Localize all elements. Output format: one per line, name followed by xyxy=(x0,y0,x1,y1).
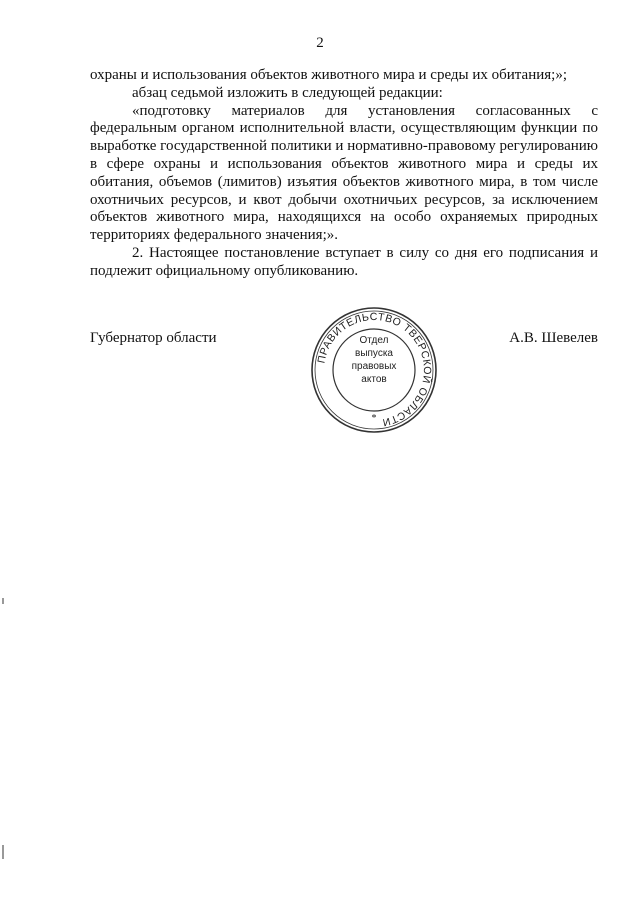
paragraph-4: 2. Настоящее постановление вступает в силу со дня его подписания и подлежит официальному опубликованию. xyxy=(90,244,598,279)
page-number: 2 xyxy=(316,35,324,51)
seal-star: * xyxy=(371,413,377,424)
paragraph-1: охраны и использования объектов животного мира и среды их обитания;»; xyxy=(90,67,567,83)
scan-edge-mark xyxy=(2,845,4,859)
document-body xyxy=(90,67,598,281)
signatory-name: А.В. Шевелев xyxy=(509,330,598,346)
signatory-position: Губернатор области xyxy=(90,330,217,346)
seal-line: Отдел xyxy=(359,335,389,346)
seal-line: правовых xyxy=(351,361,397,372)
seal-line: выпуска xyxy=(355,348,393,359)
seal-center-text xyxy=(342,334,406,406)
paragraph-3: «подготовку материалов для установления согласованных с федеральным органом исполнительной власти, осуществляющим функции по выработке государственной политики и нормативно-правовому регулированию в сфере охраны и использования объектов животного мира и среды их обитания, объемов (лимитов) изъятия объектов животного мира, в том числе охотничьих ресурсов, и квот добычи охотничьих ресурсов, за исключением объектов животного мира, находящихся на особо охраняемых природных территориях федерального значения;». xyxy=(90,102,598,244)
scan-edge-mark xyxy=(2,598,4,604)
paragraph-2: абзац седьмой изложить в следующей редакции: xyxy=(132,84,443,101)
seal-line: актов xyxy=(361,374,387,385)
official-seal xyxy=(309,305,439,435)
seal-ring-text: ПРАВИТЕЛЬСТВО ТВЕРСКОЙ ОБЛАСТИ xyxy=(315,310,434,429)
